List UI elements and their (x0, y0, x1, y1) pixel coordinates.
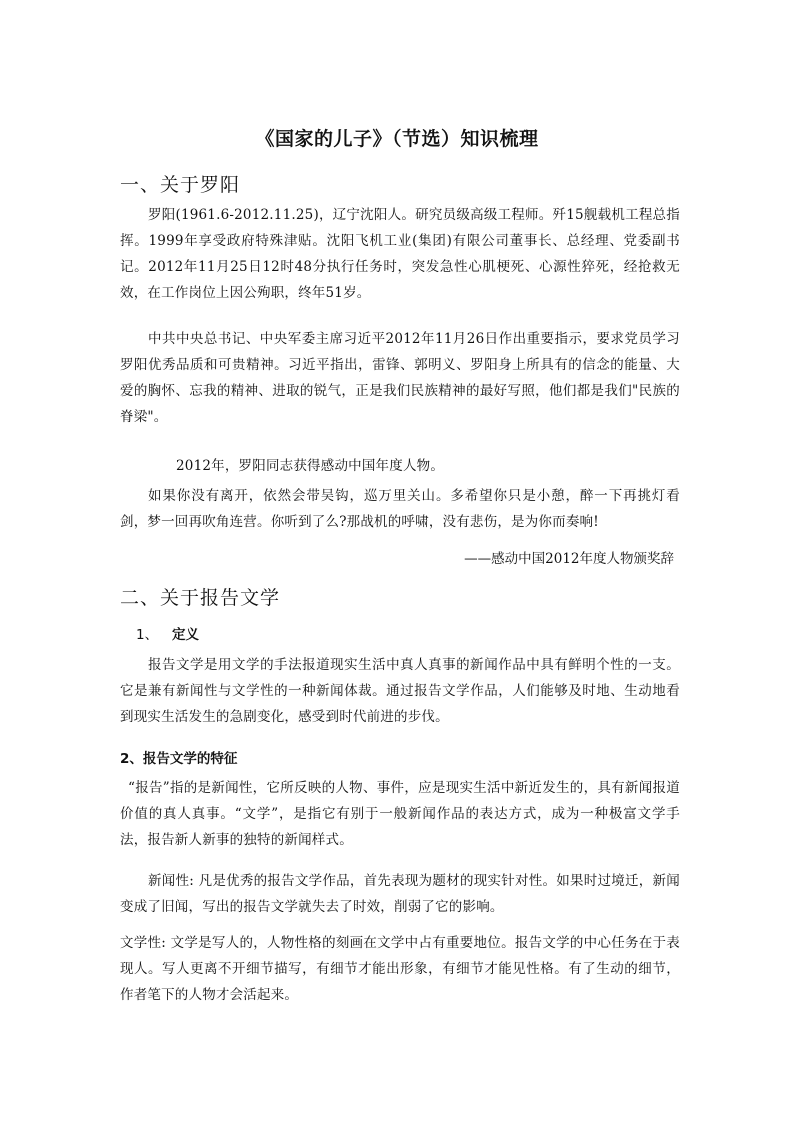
newsworthiness-paragraph: 新闻性: 凡是优秀的报告文学作品，首先表现为题材的现实针对性。如果时过境迁，新闻变成了旧闻，写出的报告文学就失去了时效，削弱了它的影响。 (120, 873, 680, 915)
luoyang-bio-paragraph: 罗阳(1961.6-2012.11.25)，辽宁沈阳人。研究员级高级工程师。歼15舰载机工程总指挥。1999年享受政府特殊津贴。沈阳飞机工业(集团)有限公司董事长、总经理、党委副书记。2012年11月25日12时48分执行任务时，突发急性心肌梗死、心源性猝死，经抢救无效，在工作岗位上因公殉职，终年51岁。 (120, 207, 680, 301)
subheading-features: 2、报告文学的特征 (120, 751, 238, 767)
definition-paragraph: 报告文学是用文学的手法报道现实生活中真人真事的新闻作品中具有鲜明个性的一支。它是兼有新闻性与文学性的一种新闻体裁。通过报告文学作品，人们能够及时地、生动地看到现实生活发生的急剧变化，感受到时代前进的步伐。 (120, 657, 680, 725)
award-paragraph: 2012年，罗阳同志获得感动中国年度人物。 (176, 458, 445, 474)
features-paragraph: “报告”指的是新闻性，它所反映的人物、事件，应是现实生活中新近发生的，具有新闻报道价值的真人真事。“文学”，是指它有别于一般新闻作品的表达方式，成为一种极富文学手法，报告新人新事的独特的新闻样式。 (120, 780, 680, 848)
subheading-label: 定义 (172, 627, 199, 643)
subheading-number: 1、 (136, 627, 159, 643)
section-heading-luoyang: 一、关于罗阳 (120, 174, 241, 196)
award-citation-paragraph: 如果你没有离开，依然会带吴钩，巡万里关山。多希望你只是小憩，醉一下再挑灯看剑，梦一回再吹角连营。你听到了么?那战机的呼啸，没有悲伤，是为你而奏响! (120, 488, 680, 530)
xi-instruction-paragraph: 中共中央总书记、中央军委主席习近平2012年11月26日作出重要指示，要求党员学习罗阳优秀品质和可贵精神。习近平指出，雷锋、郭明义、罗阳身上所具有的信念的能量、大爱的胸怀、忘我的精神、进取的锐气，正是我们民族精神的最好写照，他们都是我们"民族的脊梁"。 (120, 331, 680, 425)
subheading-definition (136, 623, 199, 643)
citation-signature: ——感动中国2012年度人物颁奖辞 (464, 551, 674, 567)
section-heading-reportage: 二、关于报告文学 (120, 587, 281, 609)
page-title: 《国家的儿子》（节选）知识梳理 (255, 128, 539, 150)
literariness-paragraph: 文学性: 文学是写人的，人物性格的刻画在文学中占有重要地位。报告文学的中心任务在于表现人。写人更离不开细节描写，有细节才能出形象，有细节才能见性格。有了生动的细节，作者笔下的人物才会活起来。 (120, 935, 680, 1003)
